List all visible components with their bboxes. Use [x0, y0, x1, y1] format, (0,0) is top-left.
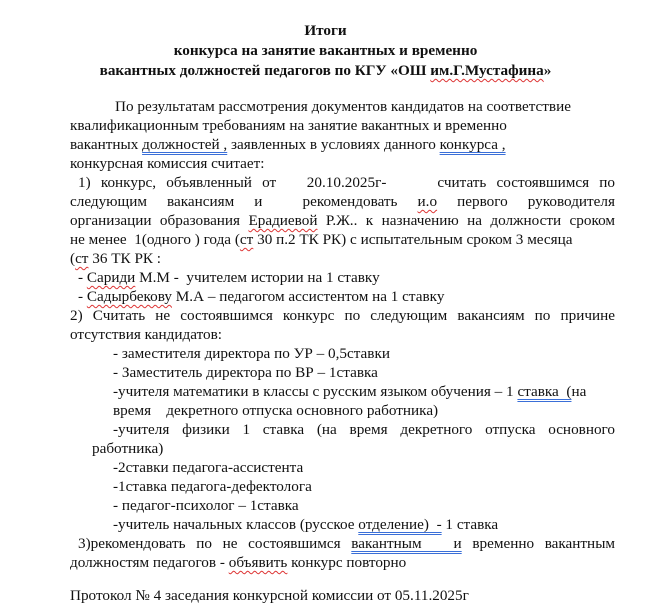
doc-subtitle-line1: конкурса на занятие вакантных и временно [173, 42, 478, 59]
subtitle-quote: » [543, 62, 552, 79]
intro-line3 [70, 136, 506, 154]
t: вакантных [70, 136, 143, 153]
p2-item: -1ставка педагога-дефектолога [113, 478, 312, 495]
t: заявленных в условиях данного [227, 136, 440, 153]
p2-item: - Заместитель директора по ВР – 1ставка [113, 364, 378, 381]
p3-line2 [70, 554, 406, 572]
p2-item-physics: -учителя физики 1 ставка (на время декретного отпуска основного [113, 421, 615, 438]
t: - [78, 288, 87, 305]
p2-item: - педагог-психолог – 1ставка [113, 497, 299, 514]
t: М.М - учителем истории на 1 ставку [135, 269, 380, 286]
doc-title: Итоги [304, 22, 347, 39]
spell-mark: Сариди [86, 269, 136, 286]
grammar-mark: вакантным и [351, 535, 462, 552]
t: - [78, 269, 87, 286]
t: конкурс повторно [287, 554, 407, 571]
p2-item-primary [113, 516, 498, 534]
p2-line2: отсутствия кандидатов: [70, 326, 223, 343]
grammar-mark: должностей , [142, 136, 228, 153]
t: 30 п.2 ТК РК) с испытательным сроком 3 месяца [253, 231, 573, 248]
grammar-mark: конкурса , [439, 136, 506, 153]
intro-line4: конкурсная комиссия считает: [70, 155, 265, 172]
p1-appointee-2 [78, 288, 444, 306]
p1-line2 [70, 193, 615, 211]
t: 3)рекомендовать по не состоявшимся [78, 535, 352, 552]
intro-line1: По результатам рассмотрения документов кандидатов на соответствие [115, 98, 571, 115]
t: на [571, 383, 587, 400]
doc-subtitle-line2 [0, 62, 651, 80]
intro-line2: квалификационным требованиям на занятие вакантных и временно [70, 117, 507, 134]
t: ( [70, 250, 76, 267]
p2-item-math-cont: время декретного отпуска основного работника) [113, 402, 439, 419]
t: 1 ставка [441, 516, 499, 533]
p1-line5 [70, 250, 161, 268]
spell-mark: Ерадиевой [248, 212, 318, 229]
spell-mark: и.о [417, 193, 438, 210]
t: следующим вакансиям и рекомендовать [70, 193, 418, 210]
grammar-mark: отделение) - [358, 516, 442, 533]
t: Р.Ж.. к назначению на должности сроком [317, 212, 615, 229]
t: -учителя математики в классы с русским языком обучения – 1 [113, 383, 518, 400]
school-name: им.Г.Мустафина [430, 62, 544, 79]
t: должностям педагогов - [70, 554, 229, 571]
protocol-footer: Протокол № 4 заседания конкурсной комиссии от 05.11.2025г [70, 587, 469, 604]
p2-line1: 2) Считать не состоявшимся конкурс по следующим вакансиям по причине [70, 307, 615, 324]
t: 36 ТК РК : [88, 250, 162, 267]
t: не менее 1(одного ) года ( [70, 231, 240, 248]
t: М.А – педагогом ассистентом на 1 ставку [171, 288, 445, 305]
p1-line3 [70, 212, 615, 230]
t: организации образования [70, 212, 249, 229]
p2-item: -2ставки педагога-ассистента [113, 459, 304, 476]
p2-item: - заместителя директора по УР – 0,5ставки [113, 345, 390, 362]
t: первого руководителя [437, 193, 615, 210]
spell-mark: объявить [228, 554, 288, 571]
spell-mark: ст [239, 231, 254, 248]
t: -учитель начальных классов (русское [113, 516, 359, 533]
p1-line4 [70, 231, 573, 249]
p2-item-physics-cont: работника) [92, 440, 164, 457]
p1-appointee-1 [78, 269, 380, 287]
subtitle-text: вакантных должностей педагогов по КГУ «ОШ [99, 62, 431, 79]
grammar-mark: ставка ( [517, 383, 572, 400]
spell-mark: Садырбекову [86, 288, 172, 305]
t: временно вакантным [461, 535, 616, 552]
p3-line1 [78, 535, 615, 553]
p2-item-math [113, 383, 586, 401]
spell-mark: ст [75, 250, 89, 267]
p1-line1: 1) конкурс, объявленный от 20.10.2025г- считать состоявшимся по [78, 174, 615, 191]
